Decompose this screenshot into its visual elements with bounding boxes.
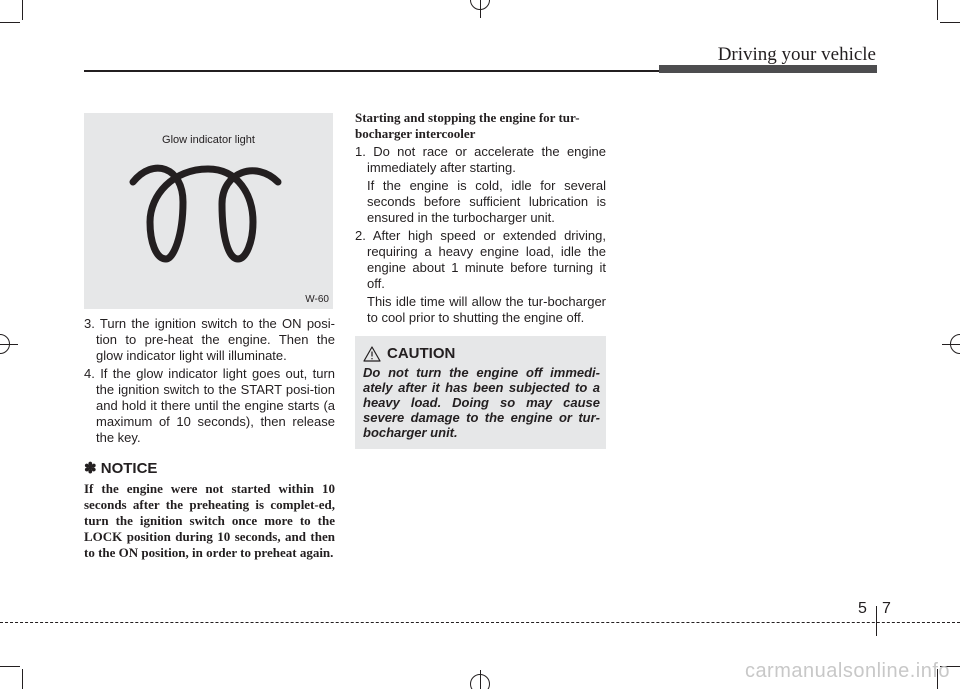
crop-mark <box>940 22 960 23</box>
section-header-title: Driving your vehicle <box>717 44 876 65</box>
registration-mark <box>942 344 960 345</box>
page-number-divider <box>876 606 877 636</box>
registration-mark <box>480 670 481 689</box>
figure-code: W-60 <box>305 294 329 305</box>
instruction-substep: If the engine is cold, idle for several seconds before sufficient lubrication is ensured in the turbocharger unit. <box>367 178 606 225</box>
instruction-step: 2. After high speed or extended driving, requiring a heavy engine load, idle the engine about 1 minute before turning it off. <box>355 228 606 291</box>
instruction-step: 3. Turn the ignition switch to the ON posi-tion to pre-heat the engine. Then the glow indicator light will illuminate. <box>84 316 335 363</box>
page-number: 7 <box>882 600 891 617</box>
footer-rule <box>0 622 960 623</box>
instruction-substep: This idle time will allow the tur-bocharger to cool prior to shutting the engine off. <box>367 294 606 325</box>
crop-mark <box>22 669 23 689</box>
header-bar <box>659 65 877 73</box>
crop-mark <box>0 22 20 23</box>
caution-body: Do not turn the engine off immedi-ately after it has been subjected to a heavy load. Doing so may cause severe damage to the engine or tur-bocharger unit. <box>363 365 600 440</box>
warning-triangle-icon <box>363 346 381 362</box>
notice-body: If the engine were not started within 10 seconds after the preheating is complet-ed, turn the ignition switch once more to the LOCK position during 10 seconds, and then to the ON position, in order to preheat again. <box>84 481 335 560</box>
left-column <box>84 316 335 561</box>
caution-title: CAUTION <box>387 345 456 362</box>
watermark: carmanualsonline.info <box>744 660 950 682</box>
glow-indicator-figure <box>84 113 333 309</box>
right-column <box>355 110 606 449</box>
crop-mark <box>22 0 23 20</box>
caution-box <box>355 336 606 449</box>
registration-mark <box>0 344 18 345</box>
crop-mark <box>0 666 20 667</box>
glow-indicator-icon <box>128 157 288 277</box>
notice-title: ✽ NOTICE <box>84 460 158 477</box>
caution-header <box>363 345 600 362</box>
header-rule <box>84 70 659 72</box>
instruction-step: 4. If the glow indicator light goes out, turn the ignition switch to the START posi-tion and hold it there until the engine starts (a maximum of 10 seconds), then release the key. <box>84 366 335 445</box>
figure-caption: Glow indicator light <box>162 134 255 146</box>
registration-mark <box>480 0 481 18</box>
turbo-section-title: Starting and stopping the engine for tur-bocharger intercooler <box>355 110 580 141</box>
instruction-step: 1. Do not race or accelerate the engine immediately after starting. <box>355 144 606 175</box>
chapter-number: 5 <box>858 600 867 617</box>
crop-mark <box>937 0 938 20</box>
